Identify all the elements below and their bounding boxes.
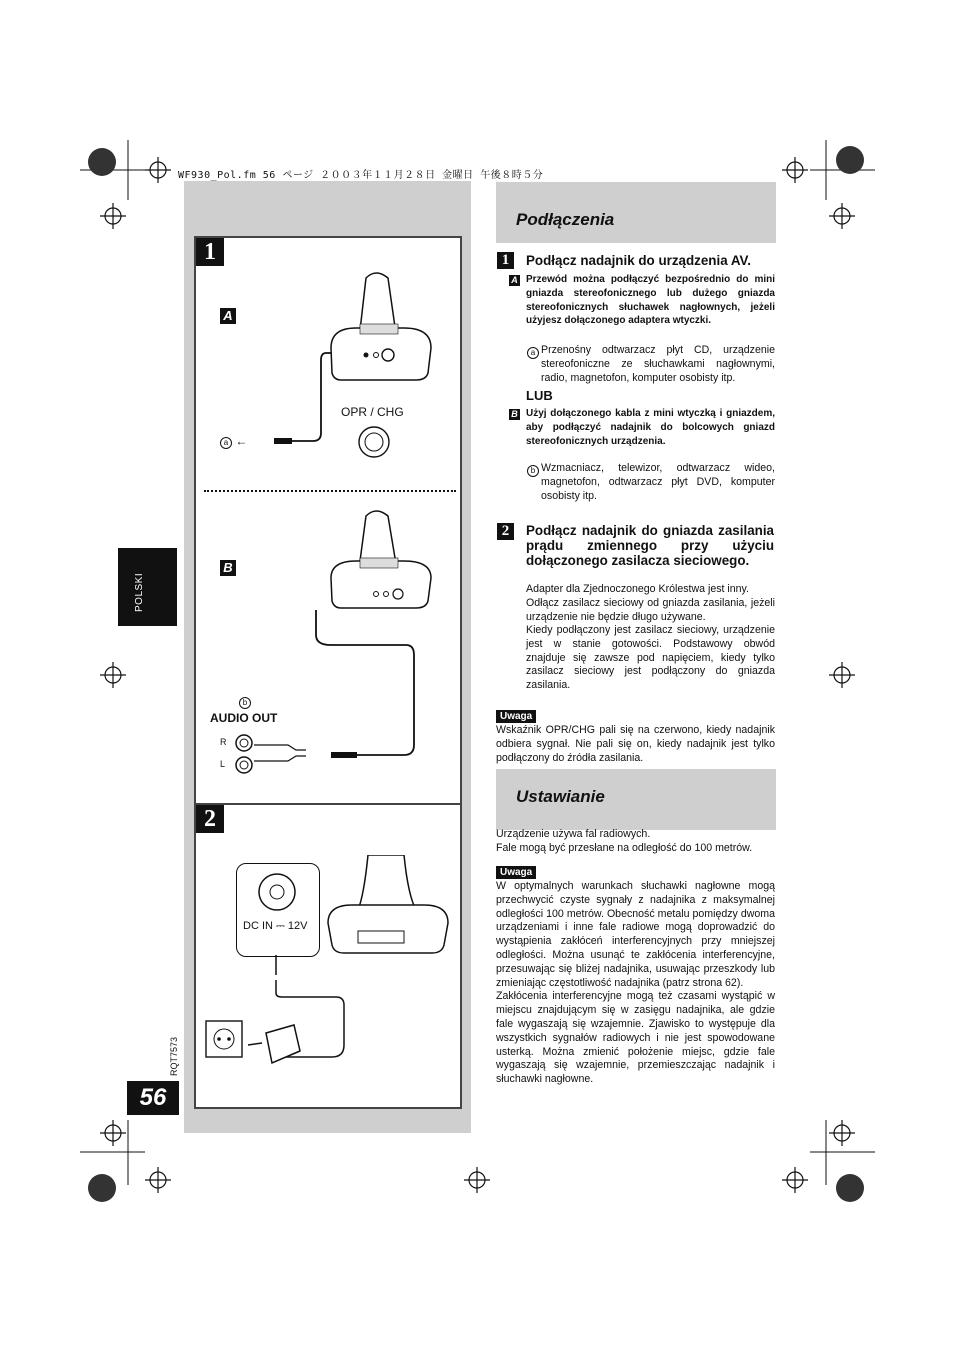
- note-1: [496, 706, 775, 765]
- dc-jack-icon: [257, 872, 297, 912]
- option-b-sub: Wzmacniacz, telewizor, odtwarzacz wideo, magnetofon, odtwarzacz płyt DVD, komputer osobisty itp.: [541, 462, 775, 502]
- ustawianie-p2: Fale mogą być przesłane na odległość do 100 metrów.: [496, 842, 753, 854]
- option-b-circle: b: [527, 465, 539, 477]
- language-tab: [118, 548, 177, 626]
- note-2: [496, 862, 775, 1087]
- dc-in-panel: [236, 863, 320, 957]
- figure-label-b: B: [220, 560, 236, 576]
- option-b-text: Użyj dołączonego kabla z mini wtyczką i gniazdem, aby podłączyć nadajnik do bolcowych gniazd stereofonicznych urządzenia.: [526, 408, 775, 447]
- step-2-number: 2: [497, 523, 514, 540]
- note-2-p1: W optymalnych warunkach słuchawki nagłowne mogą przechwycić czyste sygnały z nadajnika z maksymalnej odległości 100 metrów. Obecność metalu pomiędzy dwoma urządzeniami i inne fale radiowe mogą doprowadzić do wystąpienia zakłóceń interferencyjnych przy mniejszej odległości. Można usunąć te zakłócenia interferencyjne, przesuwając się bliżej nadajnika, usuwając przeszkody lub zmieniając częstotliwość nadajnika (patrz strona 62).: [496, 880, 775, 989]
- figure-panel: [184, 181, 471, 1133]
- cable-a: [236, 338, 356, 448]
- step-2-title: Podłącz nadajnik do gniazda zasilania prądu zmiennego przy użyciu dołączonego zasilacza sieciowego.: [526, 523, 774, 568]
- figure-step-2-number: 2: [196, 805, 224, 833]
- section-ustawianie-title: Ustawianie: [516, 787, 605, 806]
- circle-b: [239, 694, 251, 709]
- note-1-text: Wskaźnik OPR/CHG pali się na czerwono, kiedy nadajnik odbiera sygnał. Nie pali się on, kiedy nadajnik jest tylko podłączony do źródła zasilania.: [496, 724, 775, 764]
- note-1-label: Uwaga: [496, 710, 536, 723]
- opr-chg-indicator-icon: [357, 425, 391, 459]
- figure-step-1: [194, 236, 462, 805]
- step-1-title: Podłącz nadajnik do urządzenia AV.: [526, 253, 751, 268]
- step-2-p1: Adapter dla Zjednoczonego Królestwa jest inny.: [526, 583, 749, 595]
- rca-jacks-icon: [234, 734, 256, 776]
- circle-a: a: [220, 437, 232, 449]
- note-2-p2: Zakłócenia interferencyjne mogą też czasami wystąpić w miejscu znajdującym się w zasięgu nadajnika, ale gdzie fale wygaszają się wzajemnie. Zjawisko to występuje dla wszystkich sygnałów radiowych i nie jest spowodowane usterką. Można zmienić położenie miejsc, gdzie fale wygaszają się wzajemnie, przemieszczając nadajnik i słuchawki nagłowne.: [496, 990, 775, 1086]
- note-2-label: Uwaga: [496, 866, 536, 879]
- cable-b: [236, 600, 436, 770]
- option-a-text: Przewód można podłączyć bezpośrednio do mini gniazda stereofonicznego lub dużego gniazda stereofonicznych słuchawek nagłownych, jeżeli użyjesz dołączonego adaptera wtyczki.: [526, 274, 775, 327]
- dotted-divider: [204, 490, 456, 492]
- dc-in-label: DC IN ⎓ 12V: [243, 920, 308, 932]
- circle-b-letter: b: [239, 697, 251, 709]
- l-label: L: [220, 759, 226, 769]
- option-a-sub: Przenośny odtwarzacz płyt CD, urządzenie stereofoniczne ze słuchawkami nagłownymi, radio, magnetofon, komputer osobisty itp.: [541, 344, 775, 384]
- circle-a-label: a ←: [220, 434, 247, 449]
- option-a-letter: A: [509, 275, 520, 286]
- language-tab-label: POLSKI: [134, 572, 145, 612]
- option-b-letter: B: [509, 409, 520, 420]
- page-number: 56: [127, 1081, 179, 1115]
- figure-step-1-number: 1: [196, 238, 224, 266]
- figure-step-2: [194, 803, 462, 1109]
- doc-code: RQT7573: [169, 1036, 179, 1076]
- section-podlaczenia-title: Podłączenia: [516, 210, 615, 229]
- lub-label: LUB: [526, 388, 553, 403]
- opr-chg-label: OPR / CHG: [341, 405, 404, 419]
- section-ustawianie-header: [496, 769, 776, 830]
- step-2-p2: Odłącz zasilacz sieciowy od gniazda zasilania, jeżeli urządzenie nie będzie długo używane.: [526, 597, 775, 623]
- transmitter-rear-illustration: [324, 855, 454, 965]
- option-a-circle: a: [527, 347, 539, 359]
- section-podlaczenia-header: [496, 182, 776, 243]
- ustawianie-p1: Urządzenie używa fal radiowych.: [496, 828, 651, 840]
- step-1-number: 1: [497, 252, 514, 269]
- file-info-header: WF930_Pol.fm 56 ページ ２００３年１１月２８日 金曜日 午後８時５分: [178, 170, 544, 181]
- audio-out-label: AUDIO OUT: [210, 711, 278, 725]
- figure-label-a: A: [220, 308, 236, 324]
- step-2-p3: Kiedy podłączony jest zasilacz sieciowy, urządzenie jest w stanie gotowości. Podstawowy obwód znajduje się zawsze pod napięciem, kiedy tylko zasilacz sieciowy jest podłączony do gniazda zasilania.: [526, 624, 775, 692]
- r-label: R: [220, 737, 227, 747]
- ac-adapter-plug-icon: [204, 1015, 314, 1085]
